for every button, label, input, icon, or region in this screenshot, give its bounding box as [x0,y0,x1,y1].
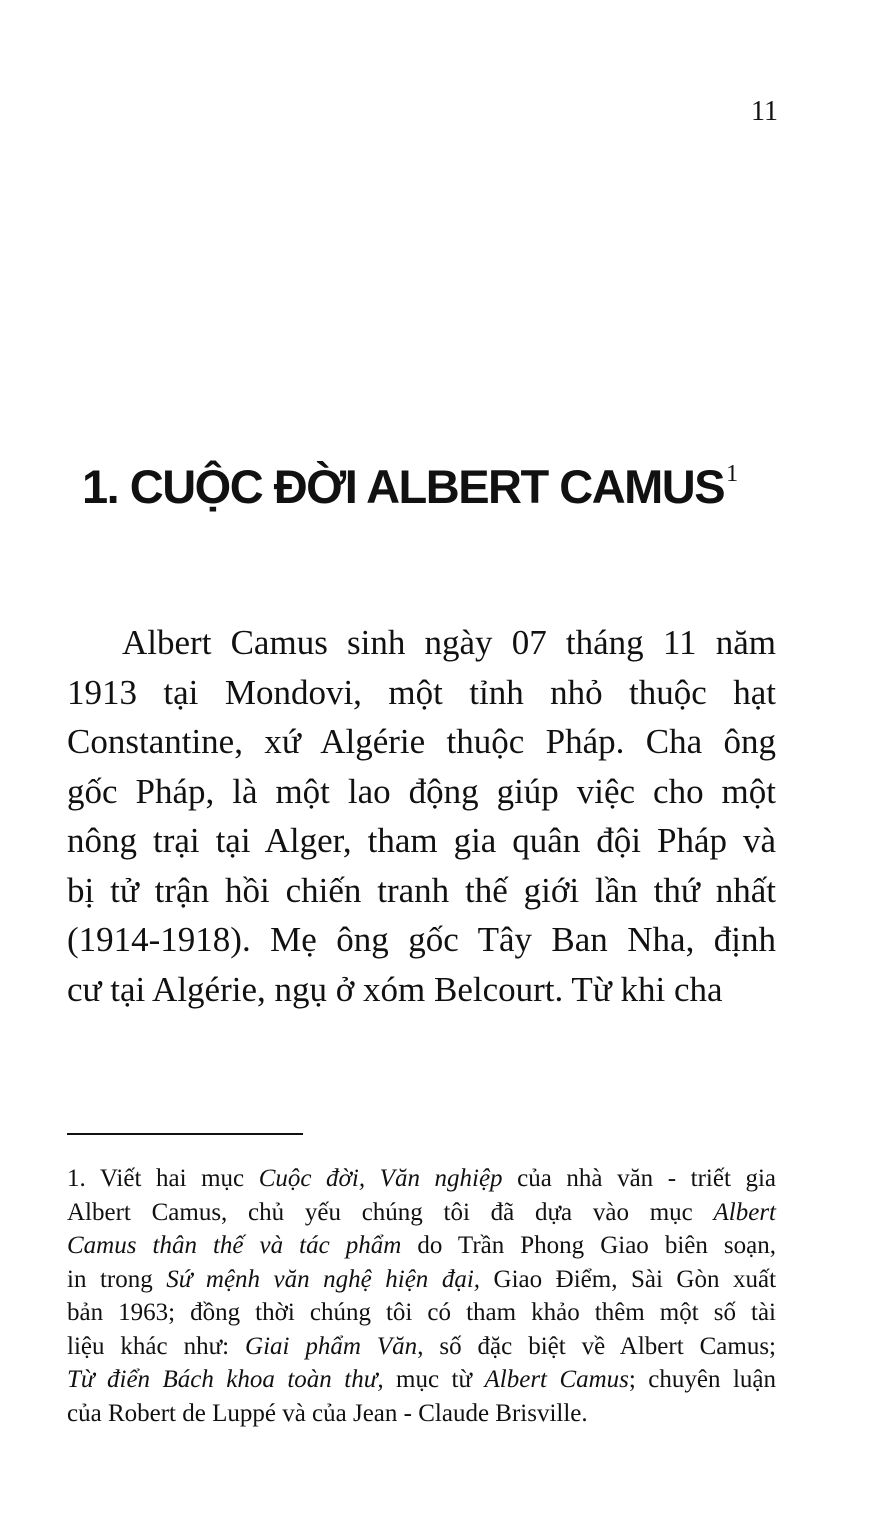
body-line: Albert Camus sinh ngày 07 tháng 11 năm [122,623,776,662]
footnote-line: bản 1963; đồng thời chúng tôi có tham khảo thêm một số tài [67,1299,776,1326]
footnote-line: 1. Viết hai mục Cuộc đời, Văn nghiệp của nhà văn - triết gia [67,1165,776,1192]
footnote-line: in trong Sứ mệnh văn nghệ hiện đại, Giao Điểm, Sài Gòn xuất [67,1265,777,1293]
footnote-line: Camus thân thế và tác phẩm do Trần Phong Giao biên soạn, [67,1232,776,1259]
footnote-line: liệu khác như: Giai phẩm Văn, số đặc biệt về Albert Camus; [67,1332,776,1360]
footnote-line: Từ điển Bách khoa toàn thư, mục từ Albert Camus; chuyên luận [67,1366,776,1393]
body-line: 1913 tại Mondovi, một tỉnh nhỏ thuộc hạt [67,672,776,712]
footnote [67,1162,776,1430]
footnote-line: Albert Camus, chủ yếu chúng tôi đã dựa vào mục Albert [67,1198,776,1226]
page-number: 11 [751,96,778,127]
chapter-heading [82,460,739,513]
body-line: bị tử trận hồi chiến tranh thế giới lần thứ nhất [67,870,776,910]
footnote-line: của Robert de Luppé và của Jean - Claude Brisville. [67,1399,588,1427]
body-line: cư tại Algérie, ngụ ở xóm Belcourt. Từ khi cha [67,969,723,1009]
footnote-divider [67,1133,303,1135]
body-paragraph [67,618,776,1014]
body-line: (1914-1918). Mẹ ông gốc Tây Ban Nha, định [67,920,776,959]
chapter-title: 1. CUỘC ĐỜI ALBERT CAMUS [82,460,725,513]
body-line: gốc Pháp, là một lao động giúp việc cho một [67,771,776,811]
footnote-marker: 1 [726,461,739,487]
body-line: nông trại tại Alger, tham gia quân đội Pháp và [67,821,776,860]
body-line: Constantine, xứ Algérie thuộc Pháp. Cha ông [67,722,776,761]
